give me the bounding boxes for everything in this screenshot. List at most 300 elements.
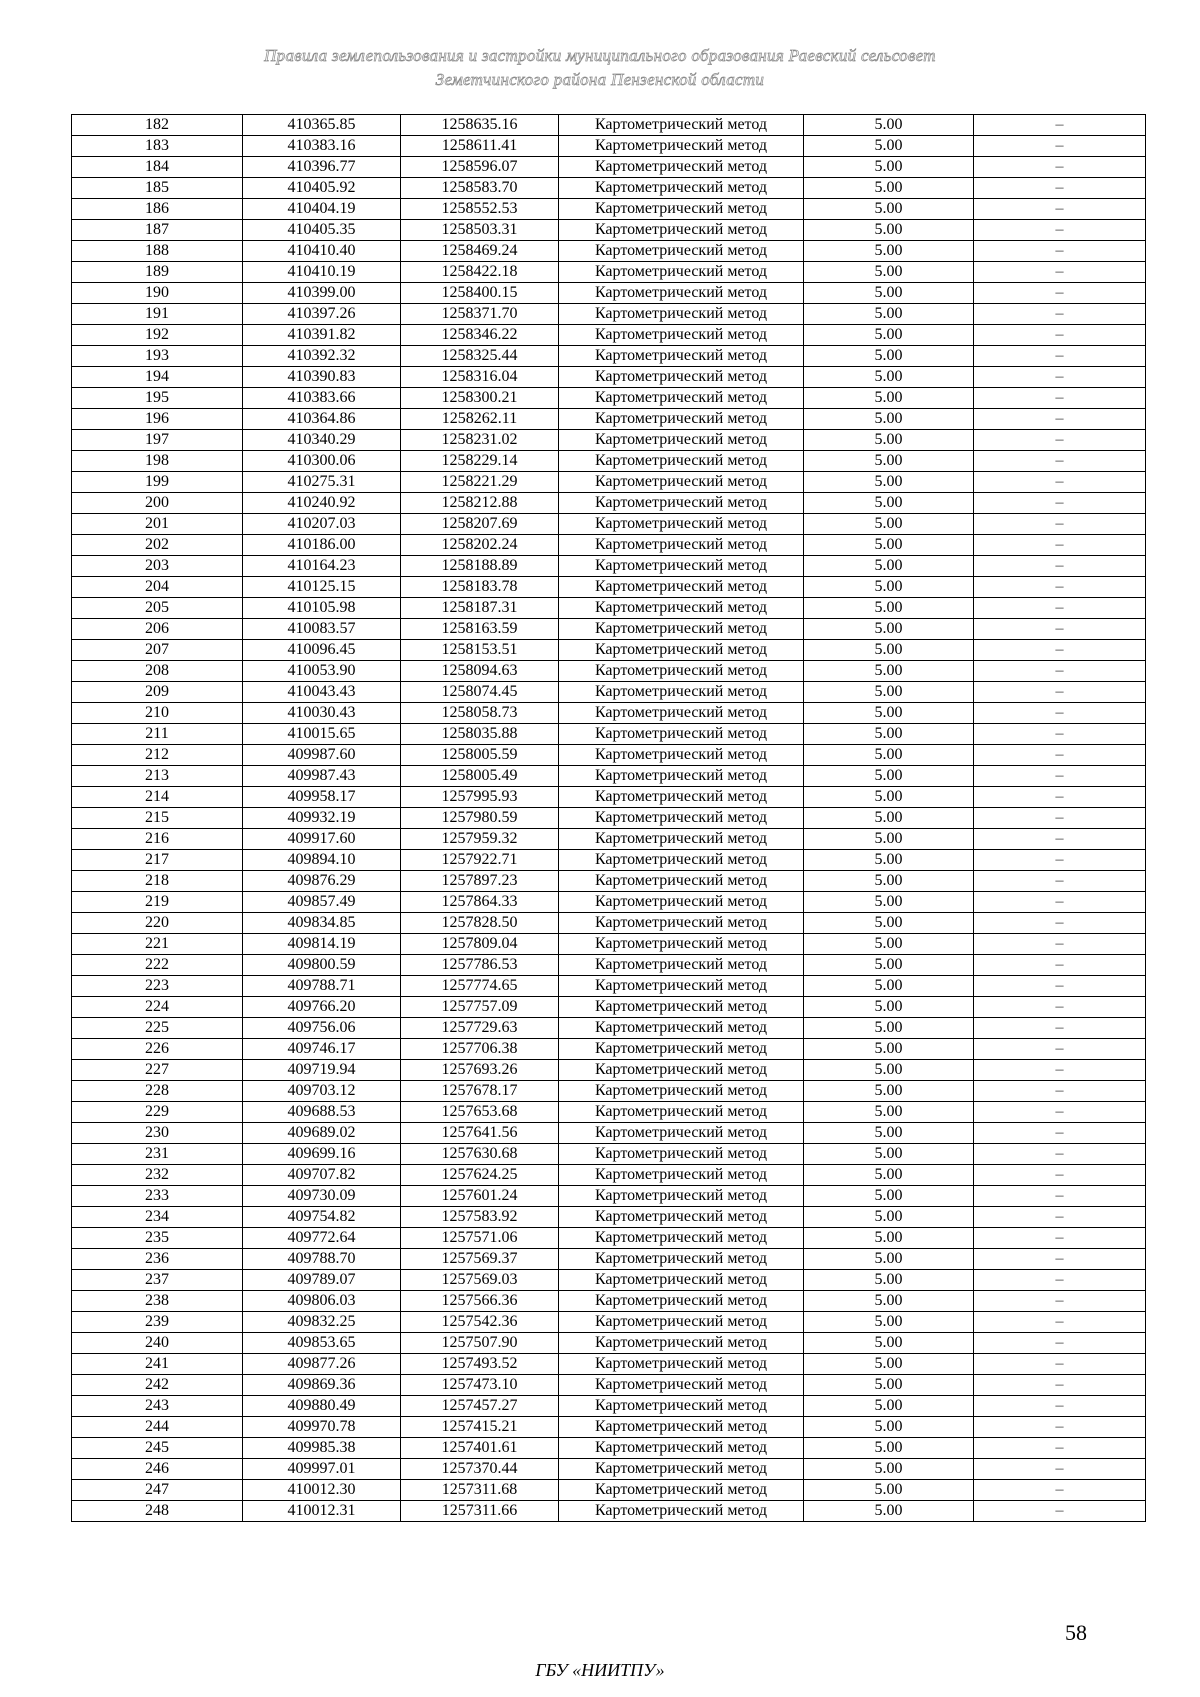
point-number-cell: 224	[72, 997, 243, 1018]
y-coordinate-cell: 1257457.27	[401, 1396, 559, 1417]
x-coordinate-cell: 410125.15	[243, 577, 401, 598]
precision-cell: 5.00	[804, 892, 974, 913]
precision-cell: 5.00	[804, 535, 974, 556]
table-row	[72, 178, 1146, 199]
method-cell: Картометрический метод	[559, 619, 804, 640]
y-coordinate-cell: 1258346.22	[401, 325, 559, 346]
table-row	[72, 1459, 1146, 1480]
y-coordinate-cell: 1257828.50	[401, 913, 559, 934]
point-number-cell: 209	[72, 682, 243, 703]
point-number-cell: 215	[72, 808, 243, 829]
x-coordinate-cell: 409958.17	[243, 787, 401, 808]
precision-cell: 5.00	[804, 1144, 974, 1165]
note-cell: –	[974, 934, 1146, 955]
method-cell: Картометрический метод	[559, 1312, 804, 1333]
y-coordinate-cell: 1258635.16	[401, 115, 559, 136]
method-cell: Картометрический метод	[559, 493, 804, 514]
table-row	[72, 1396, 1146, 1417]
method-cell: Картометрический метод	[559, 661, 804, 682]
x-coordinate-cell: 410083.57	[243, 619, 401, 640]
method-cell: Картометрический метод	[559, 283, 804, 304]
precision-cell: 5.00	[804, 1312, 974, 1333]
point-number-cell: 197	[72, 430, 243, 451]
precision-cell: 5.00	[804, 1480, 974, 1501]
note-cell: –	[974, 283, 1146, 304]
y-coordinate-cell: 1258300.21	[401, 388, 559, 409]
x-coordinate-cell: 410053.90	[243, 661, 401, 682]
point-number-cell: 207	[72, 640, 243, 661]
y-coordinate-cell: 1257601.24	[401, 1186, 559, 1207]
note-cell: –	[974, 724, 1146, 745]
y-coordinate-cell: 1257569.03	[401, 1270, 559, 1291]
x-coordinate-cell: 409806.03	[243, 1291, 401, 1312]
point-number-cell: 228	[72, 1081, 243, 1102]
precision-cell: 5.00	[804, 388, 974, 409]
y-coordinate-cell: 1257311.68	[401, 1480, 559, 1501]
note-cell: –	[974, 1102, 1146, 1123]
x-coordinate-cell: 409719.94	[243, 1060, 401, 1081]
point-number-cell: 238	[72, 1291, 243, 1312]
method-cell: Картометрический метод	[559, 136, 804, 157]
method-cell: Картометрический метод	[559, 766, 804, 787]
note-cell: –	[974, 1291, 1146, 1312]
note-cell: –	[974, 1060, 1146, 1081]
table-row	[72, 388, 1146, 409]
table-row	[72, 1270, 1146, 1291]
x-coordinate-cell: 410012.31	[243, 1501, 401, 1522]
point-number-cell: 185	[72, 178, 243, 199]
precision-cell: 5.00	[804, 724, 974, 745]
precision-cell: 5.00	[804, 829, 974, 850]
x-coordinate-cell: 409834.85	[243, 913, 401, 934]
y-coordinate-cell: 1258074.45	[401, 682, 559, 703]
table-row	[72, 1039, 1146, 1060]
note-cell: –	[974, 304, 1146, 325]
precision-cell: 5.00	[804, 1060, 974, 1081]
method-cell: Картометрический метод	[559, 976, 804, 997]
y-coordinate-cell: 1258212.88	[401, 493, 559, 514]
point-number-cell: 227	[72, 1060, 243, 1081]
note-cell: –	[974, 871, 1146, 892]
precision-cell: 5.00	[804, 640, 974, 661]
precision-cell: 5.00	[804, 619, 974, 640]
note-cell: –	[974, 1312, 1146, 1333]
x-coordinate-cell: 410405.35	[243, 220, 401, 241]
precision-cell: 5.00	[804, 1081, 974, 1102]
point-number-cell: 194	[72, 367, 243, 388]
table-row	[72, 934, 1146, 955]
note-cell: –	[974, 1375, 1146, 1396]
page-number: 58	[1065, 1620, 1087, 1645]
method-cell: Картометрический метод	[559, 556, 804, 577]
precision-cell: 5.00	[804, 1207, 974, 1228]
note-cell: –	[974, 1228, 1146, 1249]
point-number-cell: 221	[72, 934, 243, 955]
table-row	[72, 1438, 1146, 1459]
table-row	[72, 577, 1146, 598]
precision-cell: 5.00	[804, 1165, 974, 1186]
y-coordinate-cell: 1257774.65	[401, 976, 559, 997]
note-cell: –	[974, 577, 1146, 598]
y-coordinate-cell: 1258400.15	[401, 283, 559, 304]
method-cell: Картометрический метод	[559, 1081, 804, 1102]
y-coordinate-cell: 1258035.88	[401, 724, 559, 745]
table-row	[72, 1228, 1146, 1249]
note-cell: –	[974, 1186, 1146, 1207]
note-cell: –	[974, 1081, 1146, 1102]
method-cell: Картометрический метод	[559, 1165, 804, 1186]
point-number-cell: 212	[72, 745, 243, 766]
precision-cell: 5.00	[804, 1417, 974, 1438]
precision-cell: 5.00	[804, 514, 974, 535]
precision-cell: 5.00	[804, 1228, 974, 1249]
point-number-cell: 201	[72, 514, 243, 535]
note-cell: –	[974, 535, 1146, 556]
x-coordinate-cell: 410410.40	[243, 241, 401, 262]
precision-cell: 5.00	[804, 1102, 974, 1123]
x-coordinate-cell: 409788.71	[243, 976, 401, 997]
y-coordinate-cell: 1257729.63	[401, 1018, 559, 1039]
table-row	[72, 1018, 1146, 1039]
coordinates-table-body	[72, 115, 1146, 1522]
method-cell: Картометрический метод	[559, 640, 804, 661]
note-cell: –	[974, 1270, 1146, 1291]
point-number-cell: 186	[72, 199, 243, 220]
x-coordinate-cell: 409689.02	[243, 1123, 401, 1144]
method-cell: Картометрический метод	[559, 388, 804, 409]
point-number-cell: 219	[72, 892, 243, 913]
precision-cell: 5.00	[804, 682, 974, 703]
method-cell: Картометрический метод	[559, 934, 804, 955]
table-row	[72, 1165, 1146, 1186]
note-cell: –	[974, 703, 1146, 724]
y-coordinate-cell: 1258202.24	[401, 535, 559, 556]
table-row	[72, 598, 1146, 619]
y-coordinate-cell: 1258262.11	[401, 409, 559, 430]
table-row	[72, 1144, 1146, 1165]
note-cell: –	[974, 493, 1146, 514]
note-cell: –	[974, 808, 1146, 829]
y-coordinate-cell: 1258231.02	[401, 430, 559, 451]
method-cell: Картометрический метод	[559, 1060, 804, 1081]
note-cell: –	[974, 241, 1146, 262]
method-cell: Картометрический метод	[559, 367, 804, 388]
note-cell: –	[974, 199, 1146, 220]
method-cell: Картометрический метод	[559, 241, 804, 262]
precision-cell: 5.00	[804, 1123, 974, 1144]
point-number-cell: 183	[72, 136, 243, 157]
point-number-cell: 189	[72, 262, 243, 283]
precision-cell: 5.00	[804, 304, 974, 325]
y-coordinate-cell: 1258325.44	[401, 346, 559, 367]
method-cell: Картометрический метод	[559, 829, 804, 850]
precision-cell: 5.00	[804, 472, 974, 493]
precision-cell: 5.00	[804, 136, 974, 157]
y-coordinate-cell: 1258153.51	[401, 640, 559, 661]
page-footer: ГБУ «НИИТПУ»	[535, 1660, 665, 1680]
point-number-cell: 193	[72, 346, 243, 367]
note-cell: –	[974, 1480, 1146, 1501]
method-cell: Картометрический метод	[559, 1102, 804, 1123]
table-row	[72, 1249, 1146, 1270]
x-coordinate-cell: 410012.30	[243, 1480, 401, 1501]
x-coordinate-cell: 410391.82	[243, 325, 401, 346]
note-cell: –	[974, 829, 1146, 850]
x-coordinate-cell: 409699.16	[243, 1144, 401, 1165]
table-row	[72, 1354, 1146, 1375]
note-cell: –	[974, 157, 1146, 178]
note-cell: –	[974, 115, 1146, 136]
x-coordinate-cell: 409987.60	[243, 745, 401, 766]
x-coordinate-cell: 409814.19	[243, 934, 401, 955]
precision-cell: 5.00	[804, 430, 974, 451]
precision-cell: 5.00	[804, 808, 974, 829]
x-coordinate-cell: 410410.19	[243, 262, 401, 283]
method-cell: Картометрический метод	[559, 1186, 804, 1207]
x-coordinate-cell: 409853.65	[243, 1333, 401, 1354]
x-coordinate-cell: 410383.16	[243, 136, 401, 157]
note-cell: –	[974, 388, 1146, 409]
note-cell: –	[974, 1123, 1146, 1144]
x-coordinate-cell: 409730.09	[243, 1186, 401, 1207]
y-coordinate-cell: 1257571.06	[401, 1228, 559, 1249]
x-coordinate-cell: 410275.31	[243, 472, 401, 493]
method-cell: Картометрический метод	[559, 472, 804, 493]
precision-cell: 5.00	[804, 451, 974, 472]
point-number-cell: 204	[72, 577, 243, 598]
table-row	[72, 724, 1146, 745]
note-cell: –	[974, 640, 1146, 661]
precision-cell: 5.00	[804, 1270, 974, 1291]
x-coordinate-cell: 410397.26	[243, 304, 401, 325]
point-number-cell: 220	[72, 913, 243, 934]
method-cell: Картометрический метод	[559, 1018, 804, 1039]
y-coordinate-cell: 1258552.53	[401, 199, 559, 220]
x-coordinate-cell: 409894.10	[243, 850, 401, 871]
table-row	[72, 619, 1146, 640]
note-cell: –	[974, 1207, 1146, 1228]
y-coordinate-cell: 1257995.93	[401, 787, 559, 808]
method-cell: Картометрический метод	[559, 409, 804, 430]
point-number-cell: 230	[72, 1123, 243, 1144]
table-row	[72, 766, 1146, 787]
y-coordinate-cell: 1258583.70	[401, 178, 559, 199]
y-coordinate-cell: 1257311.66	[401, 1501, 559, 1522]
note-cell: –	[974, 913, 1146, 934]
note-cell: –	[974, 1333, 1146, 1354]
y-coordinate-cell: 1258183.78	[401, 577, 559, 598]
method-cell: Картометрический метод	[559, 115, 804, 136]
method-cell: Картометрический метод	[559, 1396, 804, 1417]
precision-cell: 5.00	[804, 1333, 974, 1354]
y-coordinate-cell: 1258596.07	[401, 157, 559, 178]
note-cell: –	[974, 451, 1146, 472]
table-row	[72, 1291, 1146, 1312]
method-cell: Картометрический метод	[559, 199, 804, 220]
precision-cell: 5.00	[804, 1186, 974, 1207]
note-cell: –	[974, 556, 1146, 577]
point-number-cell: 210	[72, 703, 243, 724]
x-coordinate-cell: 410396.77	[243, 157, 401, 178]
note-cell: –	[974, 1417, 1146, 1438]
method-cell: Картометрический метод	[559, 220, 804, 241]
y-coordinate-cell: 1257569.37	[401, 1249, 559, 1270]
point-number-cell: 235	[72, 1228, 243, 1249]
method-cell: Картометрический метод	[559, 346, 804, 367]
y-coordinate-cell: 1258422.18	[401, 262, 559, 283]
y-coordinate-cell: 1258188.89	[401, 556, 559, 577]
x-coordinate-cell: 409800.59	[243, 955, 401, 976]
header-line-2: Земетчинского района Пензенской области	[435, 70, 765, 89]
table-row	[72, 409, 1146, 430]
table-row	[72, 1480, 1146, 1501]
y-coordinate-cell: 1257786.53	[401, 955, 559, 976]
precision-cell: 5.00	[804, 199, 974, 220]
y-coordinate-cell: 1258005.59	[401, 745, 559, 766]
x-coordinate-cell: 409746.17	[243, 1039, 401, 1060]
coordinates-table	[71, 114, 1146, 1522]
x-coordinate-cell: 409703.12	[243, 1081, 401, 1102]
table-row	[72, 955, 1146, 976]
method-cell: Картометрический метод	[559, 1207, 804, 1228]
table-row	[72, 304, 1146, 325]
table-row	[72, 325, 1146, 346]
note-cell: –	[974, 1249, 1146, 1270]
table-row	[72, 136, 1146, 157]
precision-cell: 5.00	[804, 346, 974, 367]
method-cell: Картометрический метод	[559, 178, 804, 199]
y-coordinate-cell: 1257370.44	[401, 1459, 559, 1480]
point-number-cell: 223	[72, 976, 243, 997]
y-coordinate-cell: 1257415.21	[401, 1417, 559, 1438]
table-row	[72, 220, 1146, 241]
precision-cell: 5.00	[804, 1459, 974, 1480]
y-coordinate-cell: 1258503.31	[401, 220, 559, 241]
method-cell: Картометрический метод	[559, 1438, 804, 1459]
x-coordinate-cell: 409766.20	[243, 997, 401, 1018]
point-number-cell: 182	[72, 115, 243, 136]
table-row	[72, 262, 1146, 283]
note-cell: –	[974, 1354, 1146, 1375]
x-coordinate-cell: 410207.03	[243, 514, 401, 535]
point-number-cell: 198	[72, 451, 243, 472]
x-coordinate-cell: 410392.32	[243, 346, 401, 367]
note-cell: –	[974, 472, 1146, 493]
method-cell: Картометрический метод	[559, 850, 804, 871]
y-coordinate-cell: 1257693.26	[401, 1060, 559, 1081]
table-row	[72, 346, 1146, 367]
header-line-1: Правила землепользования и застройки муниципального образования Раевский сельсовет	[264, 46, 936, 65]
x-coordinate-cell: 410405.92	[243, 178, 401, 199]
note-cell: –	[974, 430, 1146, 451]
method-cell: Картометрический метод	[559, 682, 804, 703]
method-cell: Картометрический метод	[559, 157, 804, 178]
y-coordinate-cell: 1257864.33	[401, 892, 559, 913]
x-coordinate-cell: 409876.29	[243, 871, 401, 892]
table-row	[72, 472, 1146, 493]
x-coordinate-cell: 409754.82	[243, 1207, 401, 1228]
y-coordinate-cell: 1257641.56	[401, 1123, 559, 1144]
point-number-cell: 203	[72, 556, 243, 577]
note-cell: –	[974, 997, 1146, 1018]
precision-cell: 5.00	[804, 1438, 974, 1459]
table-row	[72, 913, 1146, 934]
method-cell: Картометрический метод	[559, 1039, 804, 1060]
method-cell: Картометрический метод	[559, 892, 804, 913]
x-coordinate-cell: 410383.66	[243, 388, 401, 409]
table-row	[72, 1102, 1146, 1123]
point-number-cell: 195	[72, 388, 243, 409]
table-row	[72, 1081, 1146, 1102]
y-coordinate-cell: 1257897.23	[401, 871, 559, 892]
y-coordinate-cell: 1257653.68	[401, 1102, 559, 1123]
y-coordinate-cell: 1257624.25	[401, 1165, 559, 1186]
x-coordinate-cell: 409970.78	[243, 1417, 401, 1438]
y-coordinate-cell: 1257706.38	[401, 1039, 559, 1060]
point-number-cell: 233	[72, 1186, 243, 1207]
precision-cell: 5.00	[804, 283, 974, 304]
precision-cell: 5.00	[804, 1501, 974, 1522]
note-cell: –	[974, 136, 1146, 157]
note-cell: –	[974, 514, 1146, 535]
method-cell: Картометрический метод	[559, 1501, 804, 1522]
method-cell: Картометрический метод	[559, 871, 804, 892]
point-number-cell: 237	[72, 1270, 243, 1291]
method-cell: Картометрический метод	[559, 535, 804, 556]
y-coordinate-cell: 1257959.32	[401, 829, 559, 850]
x-coordinate-cell: 410300.06	[243, 451, 401, 472]
y-coordinate-cell: 1257583.92	[401, 1207, 559, 1228]
precision-cell: 5.00	[804, 115, 974, 136]
precision-cell: 5.00	[804, 1039, 974, 1060]
table-row	[72, 1333, 1146, 1354]
table-row	[72, 1501, 1146, 1522]
precision-cell: 5.00	[804, 745, 974, 766]
precision-cell: 5.00	[804, 850, 974, 871]
precision-cell: 5.00	[804, 934, 974, 955]
point-number-cell: 232	[72, 1165, 243, 1186]
precision-cell: 5.00	[804, 577, 974, 598]
y-coordinate-cell: 1258316.04	[401, 367, 559, 388]
point-number-cell: 217	[72, 850, 243, 871]
x-coordinate-cell: 410043.43	[243, 682, 401, 703]
y-coordinate-cell: 1258187.31	[401, 598, 559, 619]
x-coordinate-cell: 409932.19	[243, 808, 401, 829]
point-number-cell: 218	[72, 871, 243, 892]
y-coordinate-cell: 1257809.04	[401, 934, 559, 955]
table-row	[72, 1312, 1146, 1333]
x-coordinate-cell: 409707.82	[243, 1165, 401, 1186]
method-cell: Картометрический метод	[559, 430, 804, 451]
x-coordinate-cell: 410365.85	[243, 115, 401, 136]
note-cell: –	[974, 1501, 1146, 1522]
y-coordinate-cell: 1258207.69	[401, 514, 559, 535]
note-cell: –	[974, 1165, 1146, 1186]
method-cell: Картометрический метод	[559, 913, 804, 934]
table-row	[72, 640, 1146, 661]
y-coordinate-cell: 1257542.36	[401, 1312, 559, 1333]
point-number-cell: 206	[72, 619, 243, 640]
table-row	[72, 661, 1146, 682]
y-coordinate-cell: 1257630.68	[401, 1144, 559, 1165]
precision-cell: 5.00	[804, 1375, 974, 1396]
x-coordinate-cell: 410030.43	[243, 703, 401, 724]
point-number-cell: 190	[72, 283, 243, 304]
table-row	[72, 892, 1146, 913]
x-coordinate-cell: 409688.53	[243, 1102, 401, 1123]
note-cell: –	[974, 1018, 1146, 1039]
method-cell: Картометрический метод	[559, 1144, 804, 1165]
